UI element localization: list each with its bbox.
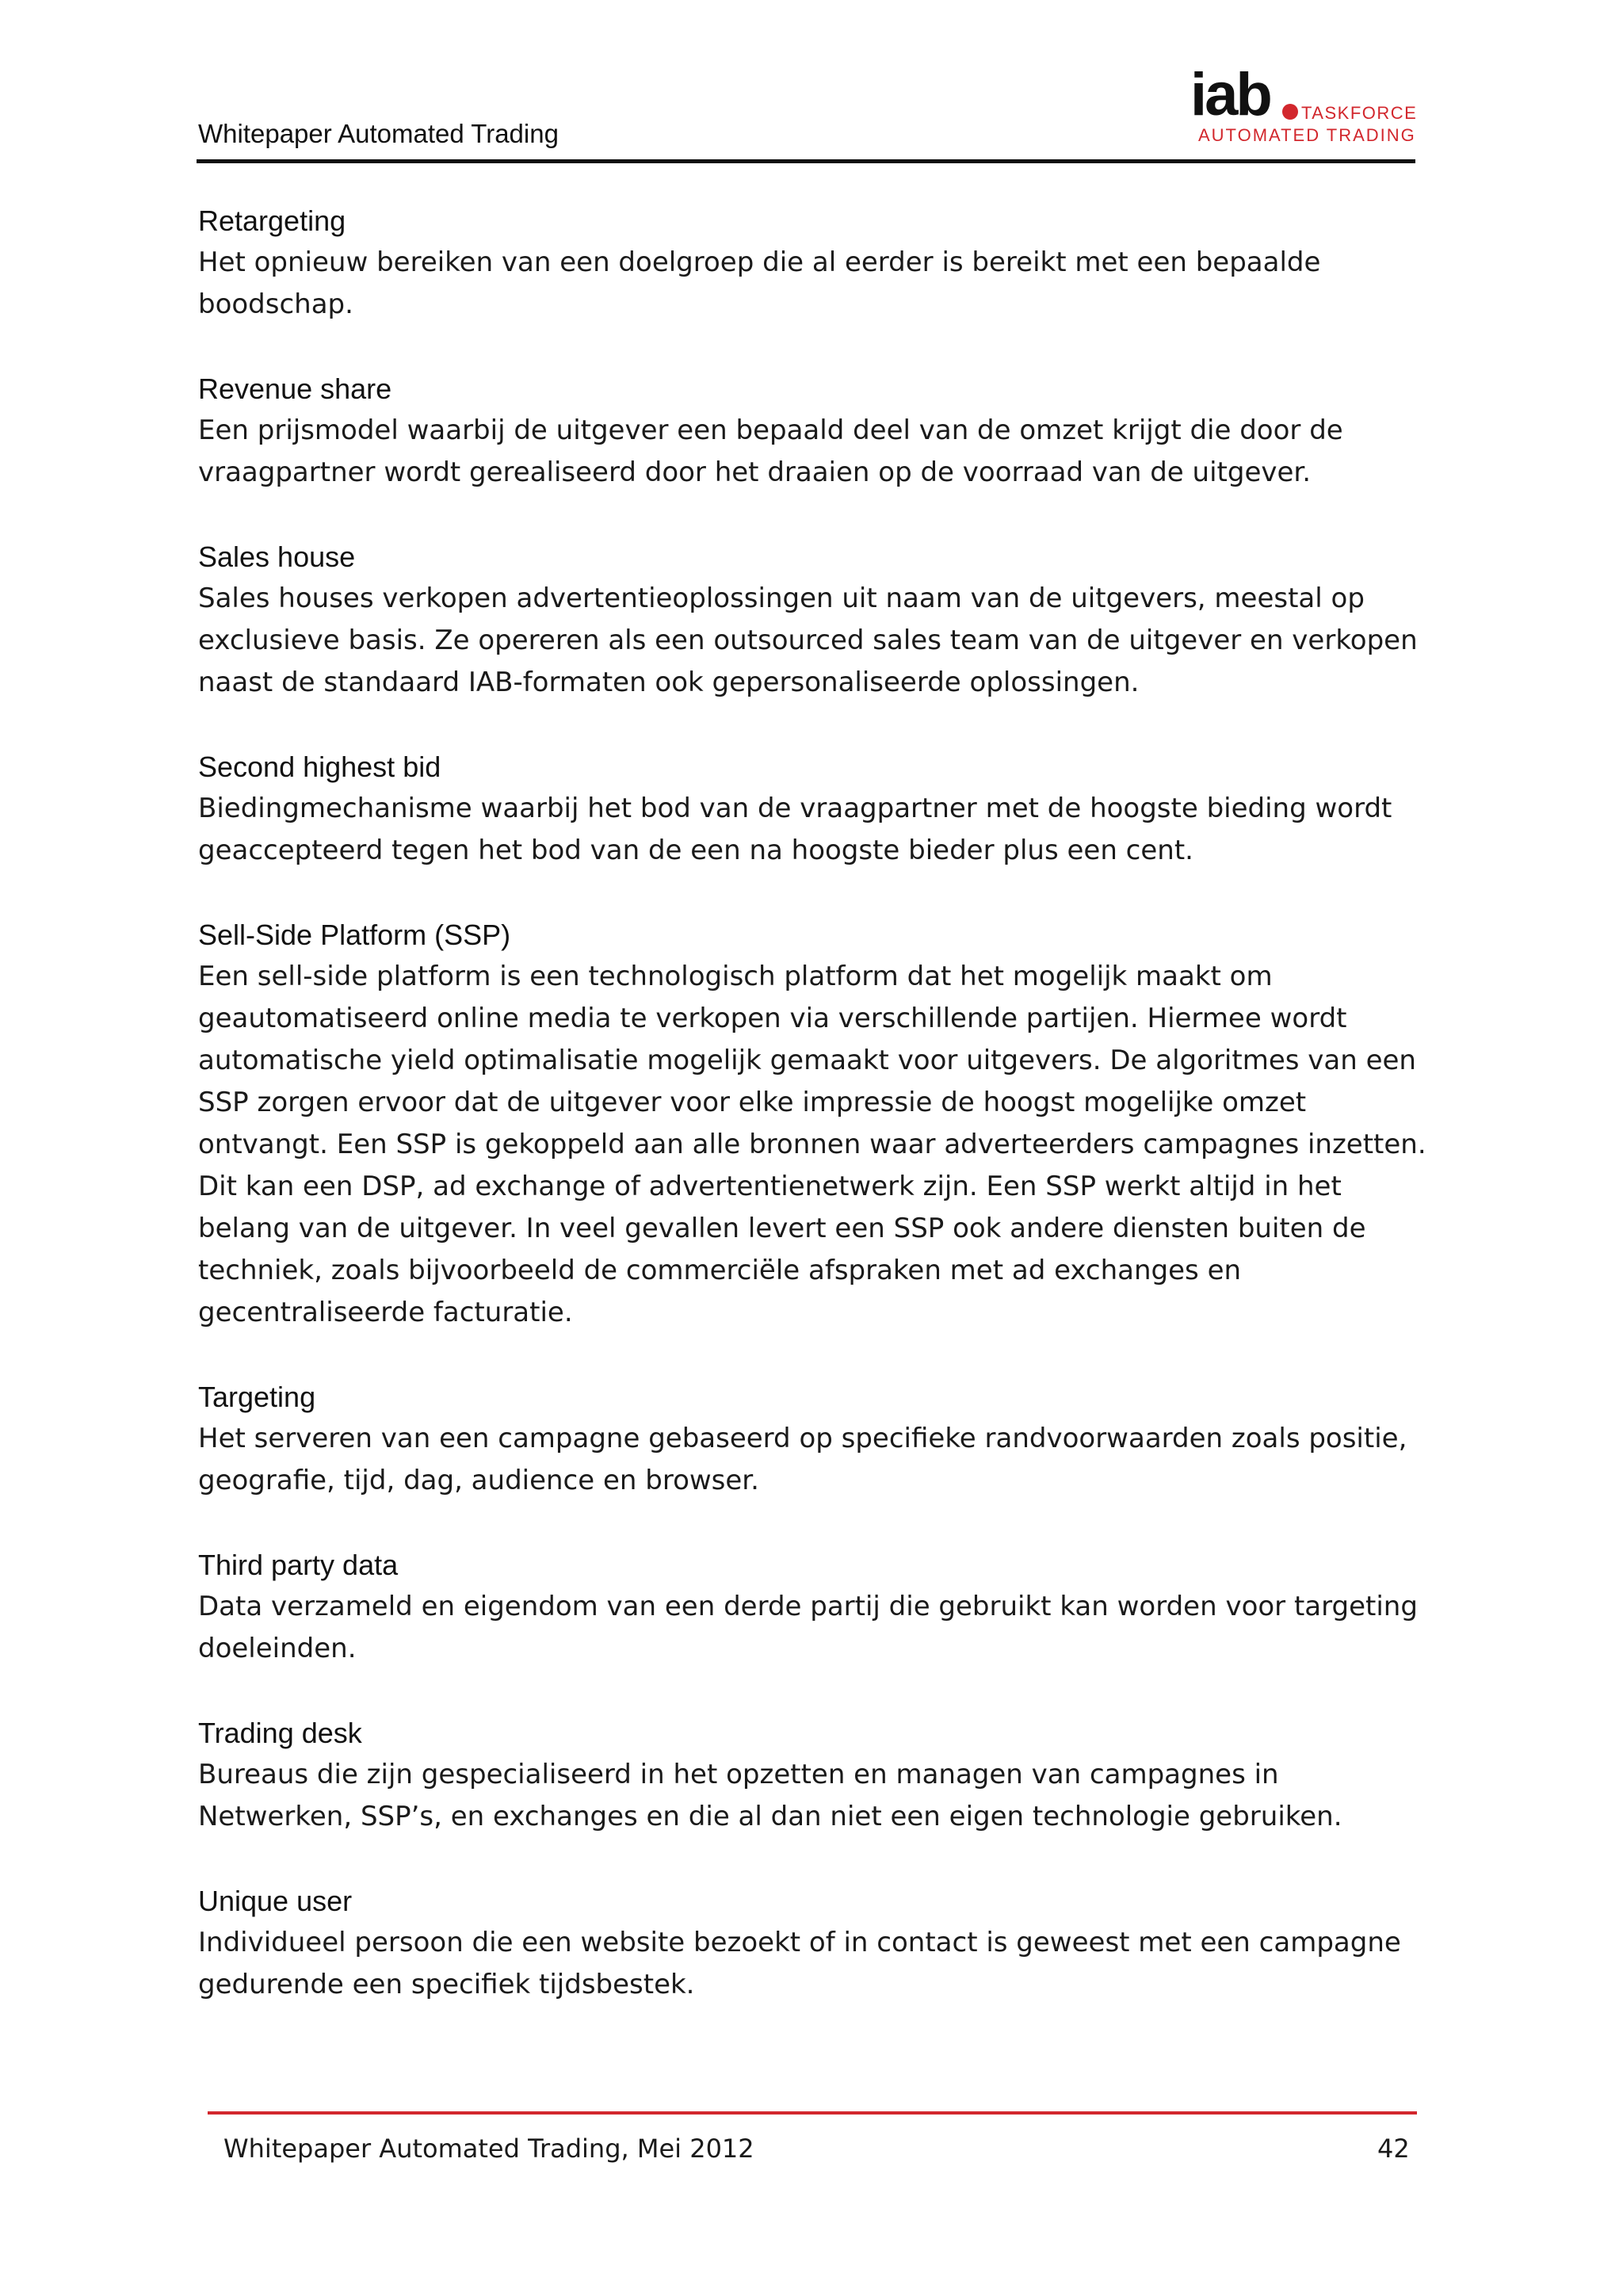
glossary-entry-ssp: [198, 914, 1434, 1334]
glossary-definition: Bureaus die zijn gespecialiseerd in het opzetten en managen van campagnes in Netwerken, SSP’s, en exchanges en die al dan niet een eigen technologie gebruiken.: [198, 1759, 1342, 1832]
glossary-term: Revenue share: [198, 372, 392, 405]
glossary-entry-unique-user: [198, 1880, 1434, 2006]
logo-iab-text: iab: [1190, 61, 1270, 128]
glossary-entry-second-highest-bid: [198, 746, 1434, 872]
glossary-term: Sell-Side Platform (SSP): [198, 919, 511, 951]
glossary-definition: Een sell-side platform is een technologisch platform dat het mogelijk maakt om geautomatiseerd online media te verkopen via verschillende partijen. Hiermee wordt automatische yield optimalisatie mogelijk gemaakt voor uitgevers. De algoritmes van een SSP zorgen ervoor dat de uitgever voor elke impressie de hoogst mogelijke omzet ontvangt. Een SSP is gekoppeld aan alle bronnen waar adverteerders campagnes inzetten. Dit kan een DSP, ad exchange of advertentienetwerk zijn. Een SSP werkt altijd in het belang van de uitgever. In veel gevallen levert een SSP ook andere diensten buiten de techniek, zoals bijvoorbeeld de commerciële afspraken met ad exchanges en gecentraliseerde facturatie.: [198, 961, 1426, 1328]
glossary-definition: Individueel persoon die een website bezoekt of in contact is geweest met een campagne gedurende een specifiek tijdsbestek.: [198, 1927, 1401, 2000]
glossary-definition: Het serveren van een campagne gebaseerd op specifieke randvoorwaarden zoals positie, geografie, tijd, dag, audience en browser.: [198, 1423, 1407, 1496]
glossary: [198, 200, 1434, 2048]
glossary-term: Sales house: [198, 541, 356, 573]
iab-logo: [1190, 61, 1428, 152]
footer-text: Whitepaper Automated Trading, Mei 2012: [223, 2134, 754, 2164]
logo-taskforce-text: TASKFORCE: [1301, 103, 1418, 123]
glossary-definition: Data verzameld en eigendom van een derde partij die gebruikt kan worden voor targeting doeleinden.: [198, 1591, 1418, 1664]
glossary-term: Third party data: [198, 1549, 399, 1581]
glossary-entry-targeting: [198, 1376, 1434, 1502]
header-title: Whitepaper Automated Trading: [198, 119, 559, 148]
glossary-definition: Biedingmechanisme waarbij het bod van de vraagpartner met de hoogste bieding wordt geaccepteerd tegen het bod van de een na hoogste bieder plus een cent.: [198, 793, 1392, 866]
glossary-entry-third-party-data: [198, 1544, 1434, 1670]
glossary-definition: Het opnieuw bereiken van een doelgroep die al eerder is bereikt met een bepaalde boodschap.: [198, 246, 1321, 320]
glossary-term: Unique user: [198, 1885, 353, 1917]
glossary-definition: Sales houses verkopen advertentieoplossingen uit naam van de uitgevers, meestal op exclusieve basis. Ze opereren als een outsourced sales team van de uitgever en verkopen naast de standaard IAB-formaten ook gepersonaliseerde oplossingen.: [198, 583, 1418, 698]
glossary-entry-sales-house: [198, 536, 1434, 704]
header-divider: [197, 159, 1415, 163]
page-number: 42: [1377, 2134, 1410, 2164]
glossary-entry-retargeting: [198, 200, 1434, 326]
glossary-term: Trading desk: [198, 1717, 362, 1749]
logo-dot-icon: [1282, 104, 1298, 120]
glossary-term: Retargeting: [198, 204, 346, 237]
glossary-entry-trading-desk: [198, 1712, 1434, 1838]
footer-divider: [208, 2111, 1417, 2115]
glossary-term: Targeting: [198, 1381, 316, 1413]
glossary-term: Second highest bid: [198, 751, 441, 783]
glossary-entry-revenue-share: [198, 368, 1434, 494]
glossary-definition: Een prijsmodel waarbij de uitgever een bepaald deel van de omzet krijgt die door de vraagpartner wordt gerealiseerd door het draaien op de voorraad van de uitgever.: [198, 415, 1343, 488]
logo-automated-trading-text: AUTOMATED TRADING: [1198, 125, 1416, 145]
